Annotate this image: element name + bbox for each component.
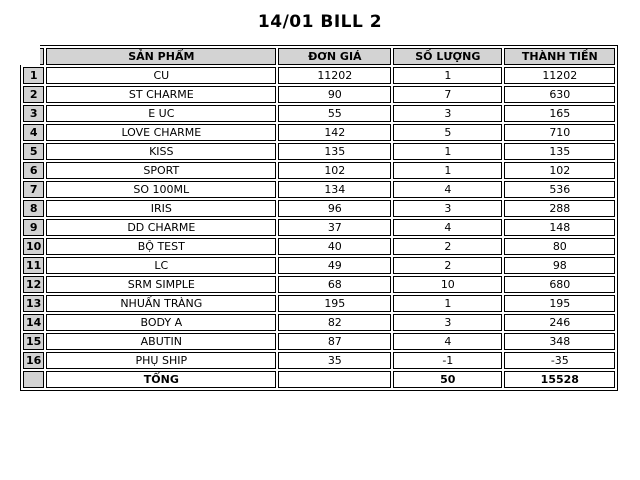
- total-cell: 288: [504, 200, 615, 217]
- product-cell: SRM SIMPLE: [46, 276, 276, 293]
- total-cell: 348: [504, 333, 615, 350]
- total-price-cell: [278, 371, 391, 388]
- price-cell: 142: [278, 124, 391, 141]
- total-row: [23, 371, 615, 388]
- table-row: [23, 276, 615, 293]
- price-cell: 96: [278, 200, 391, 217]
- row-number: 6: [23, 162, 44, 179]
- row-number: 4: [23, 124, 44, 141]
- total-cell: 11202: [504, 67, 615, 84]
- product-cell: DD CHARME: [46, 219, 276, 236]
- row-number: 16: [23, 352, 44, 369]
- row-number: 2: [23, 86, 44, 103]
- total-cell: -35: [504, 352, 615, 369]
- total-cell: 246: [504, 314, 615, 331]
- product-cell: BODY A: [46, 314, 276, 331]
- total-qty-cell: 50: [393, 371, 502, 388]
- total-cell: 195: [504, 295, 615, 312]
- table-row: [23, 333, 615, 350]
- header-row: [23, 48, 615, 65]
- column-header-total: THÀNH TIỀN: [504, 48, 615, 65]
- qty-cell: 3: [393, 200, 502, 217]
- total-cell: 165: [504, 105, 615, 122]
- table-row: [23, 67, 615, 84]
- row-number: 8: [23, 200, 44, 217]
- price-cell: 87: [278, 333, 391, 350]
- page-title: 14/01 BILL 2: [257, 12, 383, 32]
- qty-cell: 10: [393, 276, 502, 293]
- row-number: 3: [23, 105, 44, 122]
- qty-cell: 7: [393, 86, 502, 103]
- total-cell: 680: [504, 276, 615, 293]
- row-number: 7: [23, 181, 44, 198]
- total-cell: 710: [504, 124, 615, 141]
- total-cell: 536: [504, 181, 615, 198]
- product-cell: SO 100ML: [46, 181, 276, 198]
- qty-cell: 1: [393, 143, 502, 160]
- grand-total-cell: 15528: [504, 371, 615, 388]
- price-cell: 82: [278, 314, 391, 331]
- table-row: [23, 257, 615, 274]
- column-header-qty: SỐ LƯỢNG: [393, 48, 502, 65]
- product-cell: CU: [46, 67, 276, 84]
- product-cell: PHỤ SHIP: [46, 352, 276, 369]
- price-cell: 37: [278, 219, 391, 236]
- row-number: 12: [23, 276, 44, 293]
- corner-mask: [19, 44, 40, 65]
- total-cell: 98: [504, 257, 615, 274]
- row-number: 1: [23, 67, 44, 84]
- price-cell: 11202: [278, 67, 391, 84]
- price-cell: 55: [278, 105, 391, 122]
- row-number: 5: [23, 143, 44, 160]
- product-cell: ST CHARME: [46, 86, 276, 103]
- price-cell: 49: [278, 257, 391, 274]
- qty-cell: 1: [393, 295, 502, 312]
- row-number: 10: [23, 238, 44, 255]
- price-cell: 35: [278, 352, 391, 369]
- bill-table: [20, 45, 618, 391]
- qty-cell: 4: [393, 181, 502, 198]
- table-row: [23, 219, 615, 236]
- product-cell: SPORT: [46, 162, 276, 179]
- total-cell: 80: [504, 238, 615, 255]
- table-row: [23, 314, 615, 331]
- row-number: 15: [23, 333, 44, 350]
- total-cell: 630: [504, 86, 615, 103]
- product-cell: E UC: [46, 105, 276, 122]
- qty-cell: 3: [393, 314, 502, 331]
- price-cell: 68: [278, 276, 391, 293]
- table-row: [23, 124, 615, 141]
- table-row: [23, 238, 615, 255]
- table-row: [23, 200, 615, 217]
- qty-cell: 4: [393, 333, 502, 350]
- table-row: [23, 295, 615, 312]
- table-row: [23, 352, 615, 369]
- price-cell: 90: [278, 86, 391, 103]
- table-row: [23, 162, 615, 179]
- row-number: 9: [23, 219, 44, 236]
- product-cell: BỘ TEST: [46, 238, 276, 255]
- table-row: [23, 143, 615, 160]
- price-cell: 195: [278, 295, 391, 312]
- qty-cell: 5: [393, 124, 502, 141]
- row-number: 13: [23, 295, 44, 312]
- qty-cell: 4: [393, 219, 502, 236]
- row-number: 14: [23, 314, 44, 331]
- qty-cell: -1: [393, 352, 502, 369]
- product-cell: LC: [46, 257, 276, 274]
- row-number: 11: [23, 257, 44, 274]
- qty-cell: 2: [393, 257, 502, 274]
- qty-cell: 2: [393, 238, 502, 255]
- table-row: [23, 86, 615, 103]
- qty-cell: 1: [393, 162, 502, 179]
- table-row: [23, 105, 615, 122]
- product-cell: NHUẤN TRÀNG: [46, 295, 276, 312]
- column-header-price: ĐƠN GIÁ: [278, 48, 391, 65]
- row-number: [23, 371, 44, 388]
- product-cell: ABUTIN: [46, 333, 276, 350]
- price-cell: 40: [278, 238, 391, 255]
- total-label-cell: TỔNG: [46, 371, 276, 388]
- price-cell: 102: [278, 162, 391, 179]
- product-cell: IRIS: [46, 200, 276, 217]
- total-cell: 135: [504, 143, 615, 160]
- price-cell: 135: [278, 143, 391, 160]
- column-header-product: SẢN PHẨM: [46, 48, 276, 65]
- qty-cell: 1: [393, 67, 502, 84]
- qty-cell: 3: [393, 105, 502, 122]
- total-cell: 102: [504, 162, 615, 179]
- product-cell: LOVE CHARME: [46, 124, 276, 141]
- table-row: [23, 181, 615, 198]
- product-cell: KISS: [46, 143, 276, 160]
- bill-table-container: [20, 45, 618, 391]
- price-cell: 134: [278, 181, 391, 198]
- total-cell: 148: [504, 219, 615, 236]
